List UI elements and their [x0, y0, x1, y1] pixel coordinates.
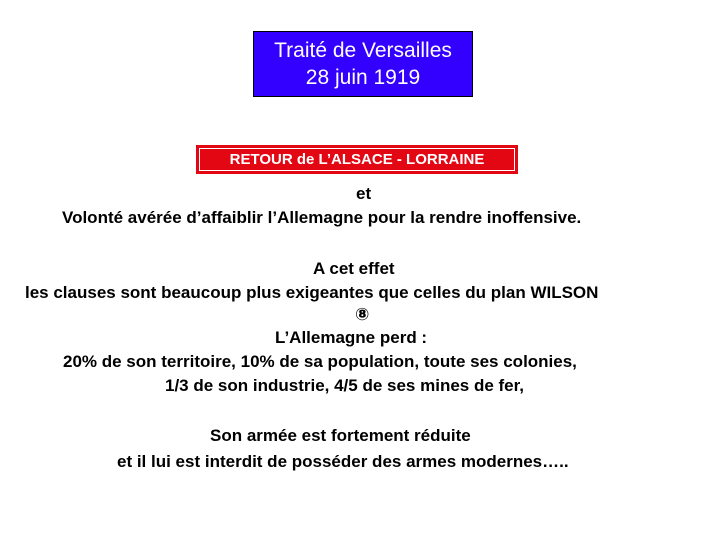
title-line-2: 28 juin 1919	[305, 66, 421, 89]
text-allemagne-perd: L’Allemagne perd :	[275, 328, 428, 347]
text-a-cet-effet: A cet effet	[313, 259, 395, 278]
text-armee: Son armée est fortement réduite	[210, 426, 471, 445]
text-clauses: les clauses sont beaucoup plus exigeantes que celles du plan WILSON	[25, 283, 599, 302]
text-industrie: 1/3 de son industrie, 4/5 de ses mines de fer,	[165, 376, 525, 395]
title-box	[253, 31, 473, 97]
text-volonte: Volonté avérée d’affaiblir l’Allemagne pour la rendre inoffensive.	[62, 208, 582, 227]
text-armes-modernes: et il lui est interdit de posséder des armes modernes…..	[117, 452, 569, 471]
banner-text: RETOUR de L’ALSACE - LORRAINE	[199, 148, 515, 171]
text-et: et	[356, 184, 372, 203]
circled-number-icon: ⑧	[355, 305, 370, 324]
title-line-1: Traité de Versailles	[274, 39, 452, 62]
banner	[196, 145, 518, 174]
text-territoire: 20% de son territoire, 10% de sa population, toute ses colonies,	[63, 352, 577, 371]
